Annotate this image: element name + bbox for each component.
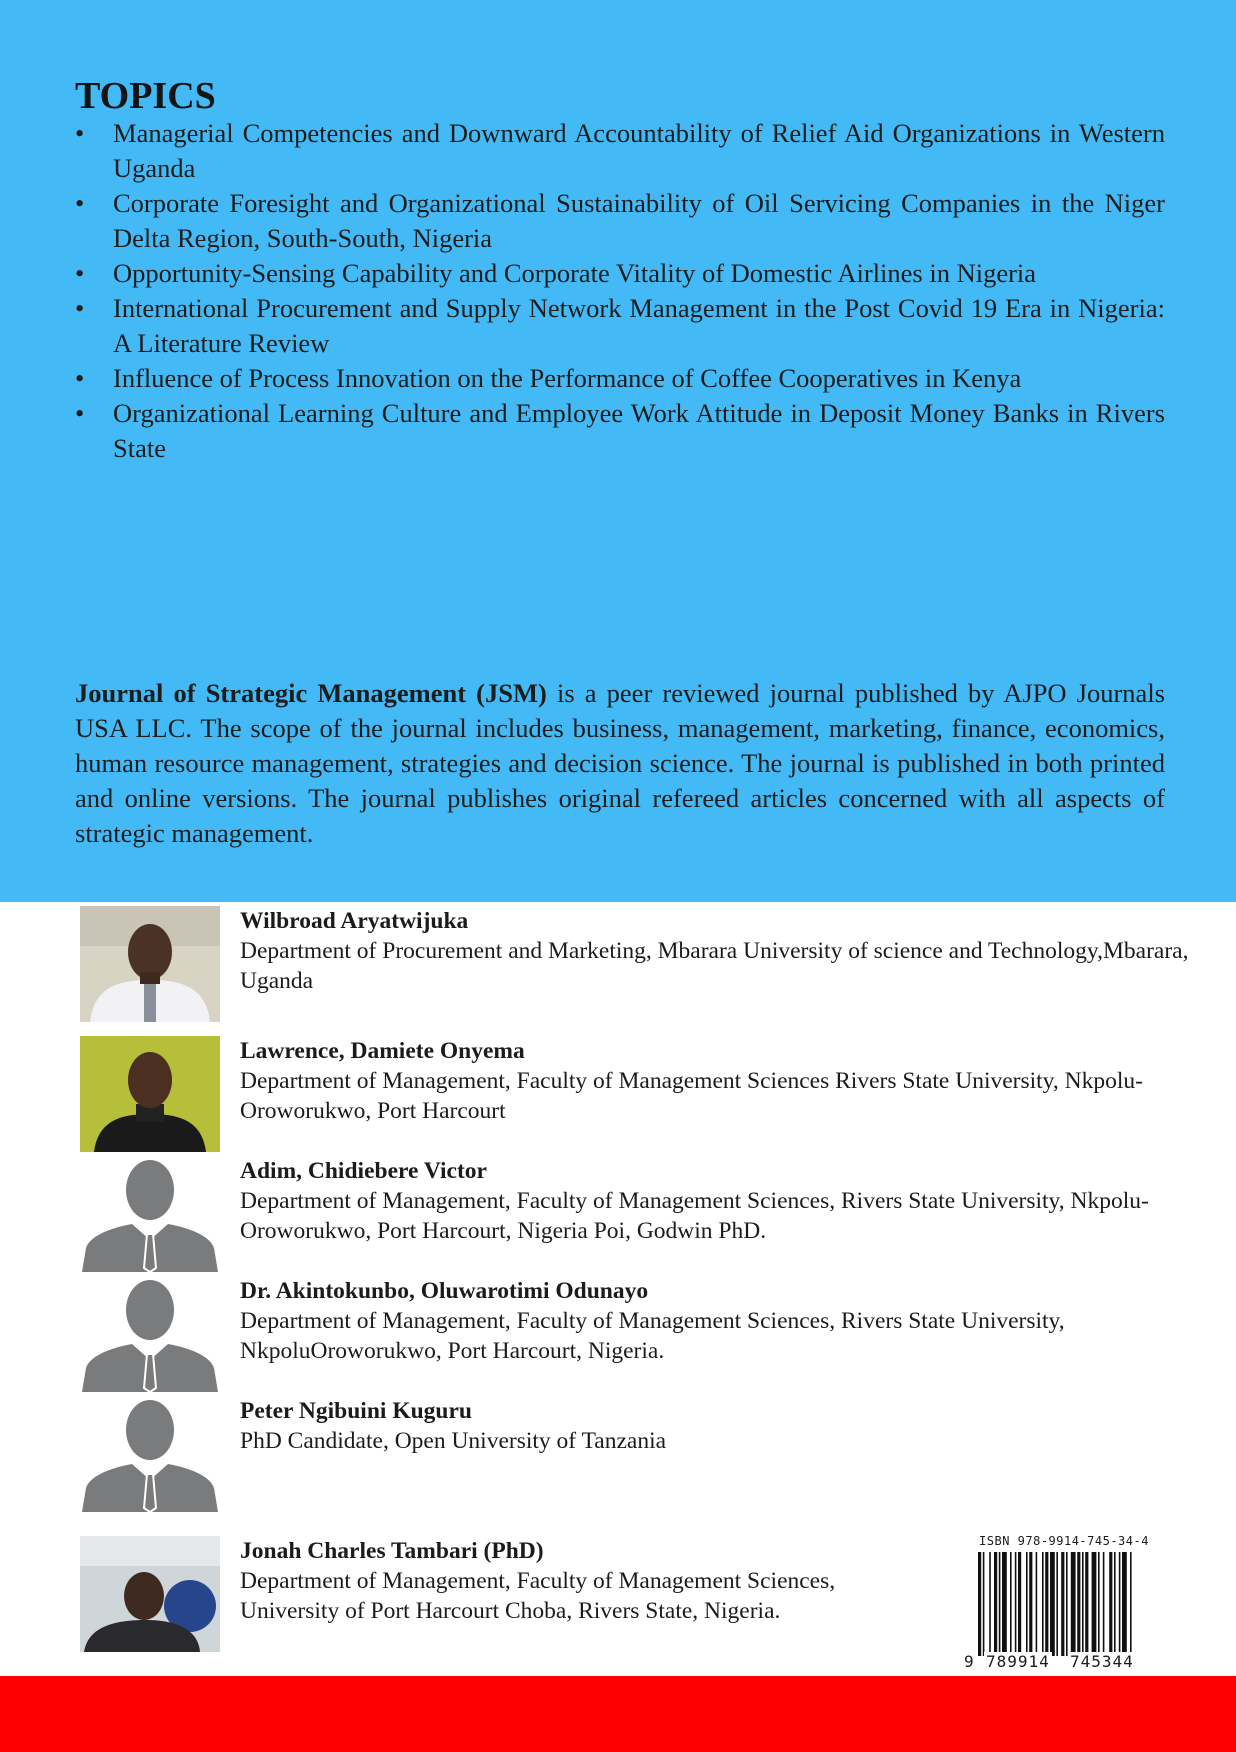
topic-text: Opportunity-Sensing Capability and Corporate Vitality of Domestic Airlines in Nigeria: [113, 258, 1037, 288]
bullet-icon: •: [75, 363, 85, 393]
author-photo: [80, 906, 220, 1022]
topics-list: [75, 116, 1165, 466]
isbn-right-group: 745344: [1070, 1652, 1134, 1671]
author-entry: [80, 906, 1189, 1022]
author-photo-icon: [80, 906, 220, 1022]
author-affiliation: Department of Management, Faculty of Management Sciences Rivers State University, Nkpolu- Oroworukwo, Port Harcourt: [240, 1068, 1143, 1124]
isbn-digits: [964, 1652, 1164, 1674]
avatar-silhouette-icon: [80, 1396, 220, 1512]
isbn-left-group: 789914: [986, 1652, 1050, 1671]
avatar-silhouette-icon: [80, 1276, 220, 1392]
author-affiliation: Department of Procurement and Marketing, Mbarara University of science and Technology,Mbarara, Uganda: [240, 938, 1189, 994]
author-photo: [80, 1156, 220, 1272]
topic-item: [75, 361, 1165, 396]
topic-item: [75, 116, 1165, 186]
author-name: Adim, Chidiebere Victor: [240, 1158, 487, 1184]
bullet-icon: •: [75, 293, 85, 323]
author-entry: [80, 1396, 1180, 1512]
footer-bar: [0, 1676, 1236, 1752]
isbn-first-digit: 9: [964, 1652, 975, 1671]
topic-text: Corporate Foresight and Organizational Sustainability of Oil Servicing Companies in the Niger Delta Region, South-South, Nigeria: [113, 188, 1165, 253]
bullet-icon: •: [75, 188, 85, 218]
avatar-silhouette-icon: [80, 1156, 220, 1272]
author-photo: [80, 1536, 220, 1652]
bullet-icon: •: [75, 258, 85, 288]
journal-description-text: is a peer reviewed journal published by AJPO Journals USA LLC. The scope of the journal includes business, management, marketing, finance, economics, human resource management, strategies and decision science. The journal is published in both printed and online versions. The journal publishes original refereed articles concerned with all aspects of strategic management.: [75, 678, 1165, 848]
barcode-icon: [964, 1552, 1164, 1656]
journal-name: Journal of Strategic Management (JSM): [75, 678, 547, 708]
author-name: Wilbroad Aryatwijuka: [240, 908, 469, 934]
author-name: Dr. Akintokunbo, Oluwarotimi Odunayo: [240, 1278, 649, 1304]
topic-text: Organizational Learning Culture and Employee Work Attitude in Deposit Money Banks in Rivers State: [113, 398, 1165, 463]
author-photo: [80, 1036, 220, 1152]
isbn-label: ISBN 978-9914-745-34-4: [979, 1534, 1149, 1548]
author-photo-icon: [80, 1536, 220, 1652]
author-entry: [80, 1536, 950, 1652]
topic-item: [75, 396, 1165, 466]
bullet-icon: •: [75, 118, 85, 148]
topics-heading: TOPICS: [75, 75, 216, 117]
author-name: Lawrence, Damiete Onyema: [240, 1038, 525, 1064]
topic-item: [75, 186, 1165, 256]
author-entry: [80, 1156, 1180, 1272]
author-affiliation: Department of Management, Faculty of Management Sciences, Rivers State University, NkpoluOroworukwo, Port Harcourt, Nigeria.: [240, 1308, 1065, 1364]
author-affiliation: PhD Candidate, Open University of Tanzania: [240, 1428, 667, 1454]
author-entry: [80, 1036, 1180, 1152]
topic-text: International Procurement and Supply Network Management in the Post Covid 19 Era in Nigeria: A Literature Review: [113, 293, 1165, 358]
bullet-icon: •: [75, 398, 85, 428]
author-name: Jonah Charles Tambari (PhD): [240, 1538, 544, 1564]
author-name: Peter Ngibuini Kuguru: [240, 1398, 472, 1424]
journal-description: [75, 676, 1165, 851]
isbn-barcode: [964, 1534, 1164, 1674]
author-photo-icon: [80, 1036, 220, 1152]
author-affiliation: Department of Management, Faculty of Management Sciences, Rivers State University, Nkpolu-Oroworukwo, Port Harcourt, Nigeria Poi, Godwin PhD.: [240, 1188, 1149, 1244]
author-affiliation: Department of Management, Faculty of Management Sciences, University of Port Harcourt Choba, Rivers State, Nigeria.: [240, 1568, 836, 1624]
topic-text: Influence of Process Innovation on the Performance of Coffee Cooperatives in Kenya: [113, 363, 1022, 393]
author-entry: [80, 1276, 1180, 1392]
topic-item: [75, 291, 1165, 361]
topic-item: [75, 256, 1165, 291]
author-photo: [80, 1276, 220, 1392]
author-photo: [80, 1396, 220, 1512]
topic-text: Managerial Competencies and Downward Accountability of Relief Aid Organizations in Western Uganda: [113, 118, 1165, 183]
